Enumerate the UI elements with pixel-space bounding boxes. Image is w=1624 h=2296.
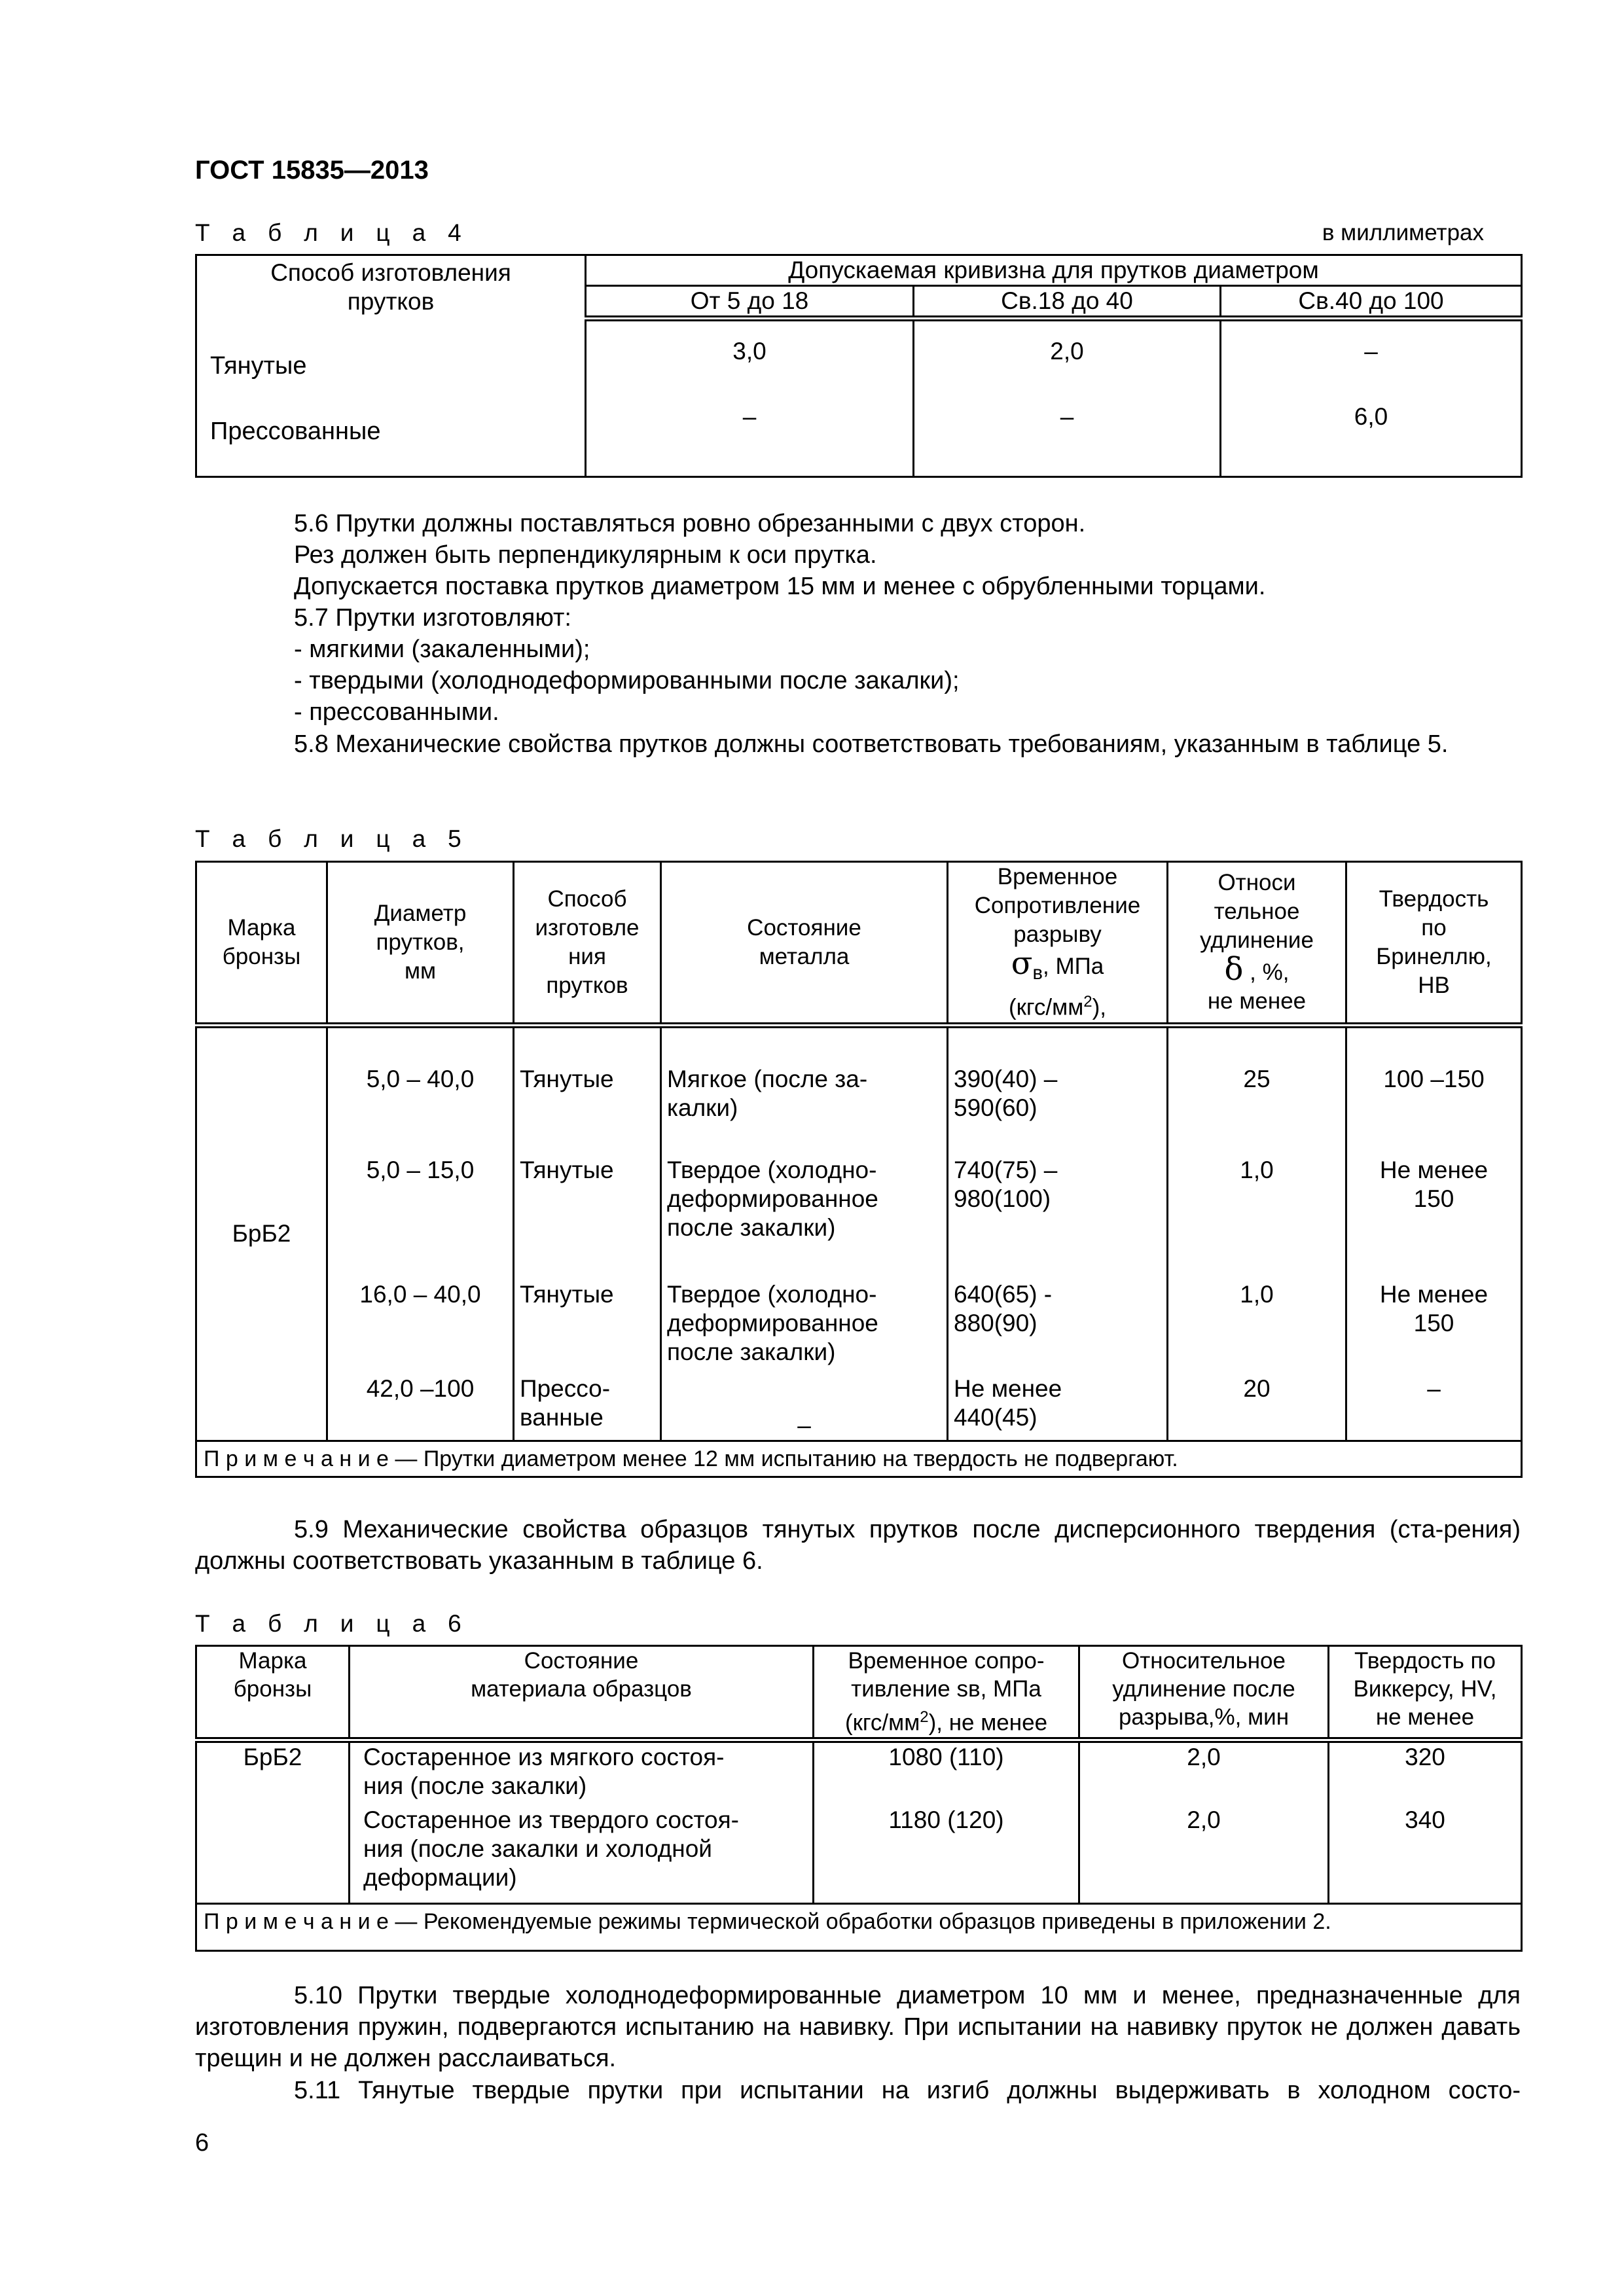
table6-note	[196, 1903, 1522, 1950]
strength-label: Временное сопро- тивление sв, МПа	[848, 1648, 1045, 1702]
strength-unit3: ),	[1092, 994, 1107, 1020]
strength-unit2: ), не менее	[928, 1710, 1048, 1736]
table5-header-strength	[948, 862, 1168, 1026]
cell-hardness: 340	[1329, 1806, 1522, 1903]
paragraph-5-6-5-7: 5.6 Прутки должны поставляться ровно обрезанными с двух сторон. Рез должен быть перпендикулярным к оси прутка. Допускается поставка прутков диаметром 15 мм и менее с обрубленными торцами. 5.7 Прутки изготовляют: - мягкими (закаленными); - твердыми (холоднодеформированными после закалки); - прессованными.	[294, 510, 1266, 726]
table-row	[196, 1374, 1522, 1441]
table6-header-state: Состояние материала образцов	[350, 1646, 814, 1740]
paragraph-5-9: 5.9 Механические свойства образцов тянутых прутков после дисперсионного твердения (ста-рения) должны соответствовать указанным в таблице 6.	[195, 1516, 1521, 1575]
cell-diameter: 42,0 –100	[327, 1374, 514, 1441]
cell-state: Состаренное из твердого состоя- ния (после закалки и холодной деформации)	[350, 1806, 814, 1903]
cell: –	[586, 403, 914, 477]
cell-elongation: 1,0	[1168, 1280, 1346, 1374]
cell-method: Тянутые	[514, 1025, 661, 1153]
cell-hardness: –	[1346, 1374, 1522, 1441]
table4-units: в миллиметрах	[1322, 220, 1484, 245]
table-row	[196, 1153, 1522, 1280]
cell-state: Твердое (холодно- деформированное после закалки)	[661, 1153, 948, 1280]
table5-header-diameter: Диаметр прутков, мм	[327, 862, 514, 1026]
cell-strength: 1080 (110)	[814, 1740, 1079, 1806]
row-method: Прессованные	[196, 403, 586, 477]
table4	[195, 254, 1523, 478]
grade-cell: БрБ2	[196, 1025, 327, 1441]
cell-strength: 1180 (120)	[814, 1806, 1079, 1903]
table5-note	[196, 1441, 1522, 1477]
elongation-label: Относи тельное удлинение	[1200, 870, 1314, 954]
paragraph-5-8: 5.8 Механические свойства прутков должны соответствовать требованиям, указанным в таблице 5.	[294, 730, 1449, 758]
cell-method: Тянутые	[514, 1153, 661, 1280]
cell-hardness: Не менее 150	[1346, 1153, 1522, 1280]
cell-elongation: 25	[1168, 1025, 1346, 1153]
cell: 2,0	[914, 319, 1221, 403]
table5-header-hardness: Твердость по Бринеллю, НВ	[1346, 862, 1522, 1026]
table4-subheader: Св.40 до 100	[1221, 286, 1522, 319]
strength-unit: (кгс/мм	[844, 1710, 920, 1736]
cell: 3,0	[586, 319, 914, 403]
cell-elongation: 2,0	[1079, 1806, 1329, 1903]
elongation-min: не менее	[1207, 988, 1307, 1014]
paragraph-5-11: 5.11 Тянутые твердые прутки при испытании на изгиб должны выдерживать в холодном состо-	[294, 2077, 1521, 2104]
superscript: 2	[1083, 993, 1092, 1011]
table4-header-group: Допускаемая кривизна для прутков диаметром	[586, 255, 1522, 286]
cell: –	[1221, 319, 1522, 403]
note-text: — Прутки диаметром менее 12 мм испытанию на твердость не подвергают.	[388, 1446, 1178, 1471]
table6-header-hardness: Твердость по Виккерсу, HV, не менее	[1329, 1646, 1522, 1740]
table6-header-elongation: Относительное удлинение после разрыва,%, мин	[1079, 1646, 1329, 1740]
cell-elongation: 1,0	[1168, 1153, 1346, 1280]
table-row	[196, 1025, 1522, 1153]
table6-header-grade: Марка бронзы	[196, 1646, 350, 1740]
cell-state: Состаренное из мягкого состоя- ния (после закалки)	[350, 1740, 814, 1806]
table-row	[196, 1740, 1522, 1806]
table4-header-method: Способ изготовления прутков	[196, 255, 586, 319]
delta-symbol: δ	[1224, 951, 1244, 988]
grade-cell: БрБ2	[196, 1740, 350, 1903]
sigma-symbol: σ	[1011, 945, 1033, 982]
table6-caption: Т а б л и ц а 6	[195, 1610, 469, 1637]
note-cell	[196, 1903, 1522, 1950]
table6	[195, 1645, 1523, 1952]
note-label: П р и м е ч а н и е	[204, 1909, 389, 1934]
cell-diameter: 5,0 – 15,0	[327, 1153, 514, 1280]
cell-elongation: 2,0	[1079, 1740, 1329, 1806]
table-row	[196, 403, 1522, 477]
cell-state: Мягкое (после за- калки)	[661, 1025, 948, 1153]
table6-header-strength	[814, 1646, 1079, 1740]
strength-unit2: (кгс/мм	[1008, 994, 1084, 1020]
table5	[195, 861, 1523, 1478]
table-row	[196, 1280, 1522, 1374]
cell-strength: Не менее 440(45)	[948, 1374, 1168, 1441]
cell-diameter: 5,0 – 40,0	[327, 1025, 514, 1153]
table-row	[196, 319, 1522, 403]
table5-header-method: Способ изготовле ния прутков	[514, 862, 661, 1026]
cell-state: –	[661, 1374, 948, 1441]
table4-subheader: От 5 до 18	[586, 286, 914, 319]
cell-strength: 390(40) – 590(60)	[948, 1025, 1168, 1153]
table4-caption: Т а б л и ц а 4	[195, 219, 469, 246]
cell-strength: 740(75) – 980(100)	[948, 1153, 1168, 1280]
sigma-sub: в	[1032, 963, 1043, 984]
table5-header-grade: Марка бронзы	[196, 862, 327, 1026]
cell-elongation: 20	[1168, 1374, 1346, 1441]
cell-hardness: 100 –150	[1346, 1025, 1522, 1153]
note-cell	[196, 1441, 1522, 1477]
note-text: — Рекомендуемые режимы термической обработки образцов приведены в приложении 2.	[388, 1909, 1331, 1934]
cell-strength: 640(65) - 880(90)	[948, 1280, 1168, 1374]
table5-header-state: Состояние металла	[661, 862, 948, 1026]
strength-label: Временное Сопротивление разрыву	[974, 864, 1141, 947]
cell-state: Твердое (холодно- деформированное после закалки)	[661, 1280, 948, 1374]
note-label: П р и м е ч а н и е	[204, 1446, 389, 1471]
cell: –	[914, 403, 1221, 477]
cell-hardness: Не менее 150	[1346, 1280, 1522, 1374]
document-header: ГОСТ 15835—2013	[195, 156, 429, 185]
cell-diameter: 16,0 – 40,0	[327, 1280, 514, 1374]
row-method: Тянутые	[196, 319, 586, 403]
page-number: 6	[195, 2129, 209, 2157]
superscript: 2	[920, 1708, 929, 1726]
table5-header-elongation	[1168, 862, 1346, 1026]
table-row	[196, 1806, 1522, 1903]
cell: 6,0	[1221, 403, 1522, 477]
cell-method: Прессо- ванные	[514, 1374, 661, 1441]
elongation-unit: , %,	[1243, 960, 1290, 986]
strength-unit: , МПа	[1043, 954, 1104, 979]
table4-subheader: Св.18 до 40	[914, 286, 1221, 319]
cell-method: Тянутые	[514, 1280, 661, 1374]
paragraph-5-10: 5.10 Прутки твердые холоднодеформированные диаметром 10 мм и менее, предназначенные для изготовления пружин, подвергаются испытанию на навивку. При испытании на навивку пруток не должен давать трещин и не должен расслаиваться.	[195, 1982, 1521, 2072]
table5-caption: Т а б л и ц а 5	[195, 825, 469, 852]
cell-hardness: 320	[1329, 1740, 1522, 1806]
